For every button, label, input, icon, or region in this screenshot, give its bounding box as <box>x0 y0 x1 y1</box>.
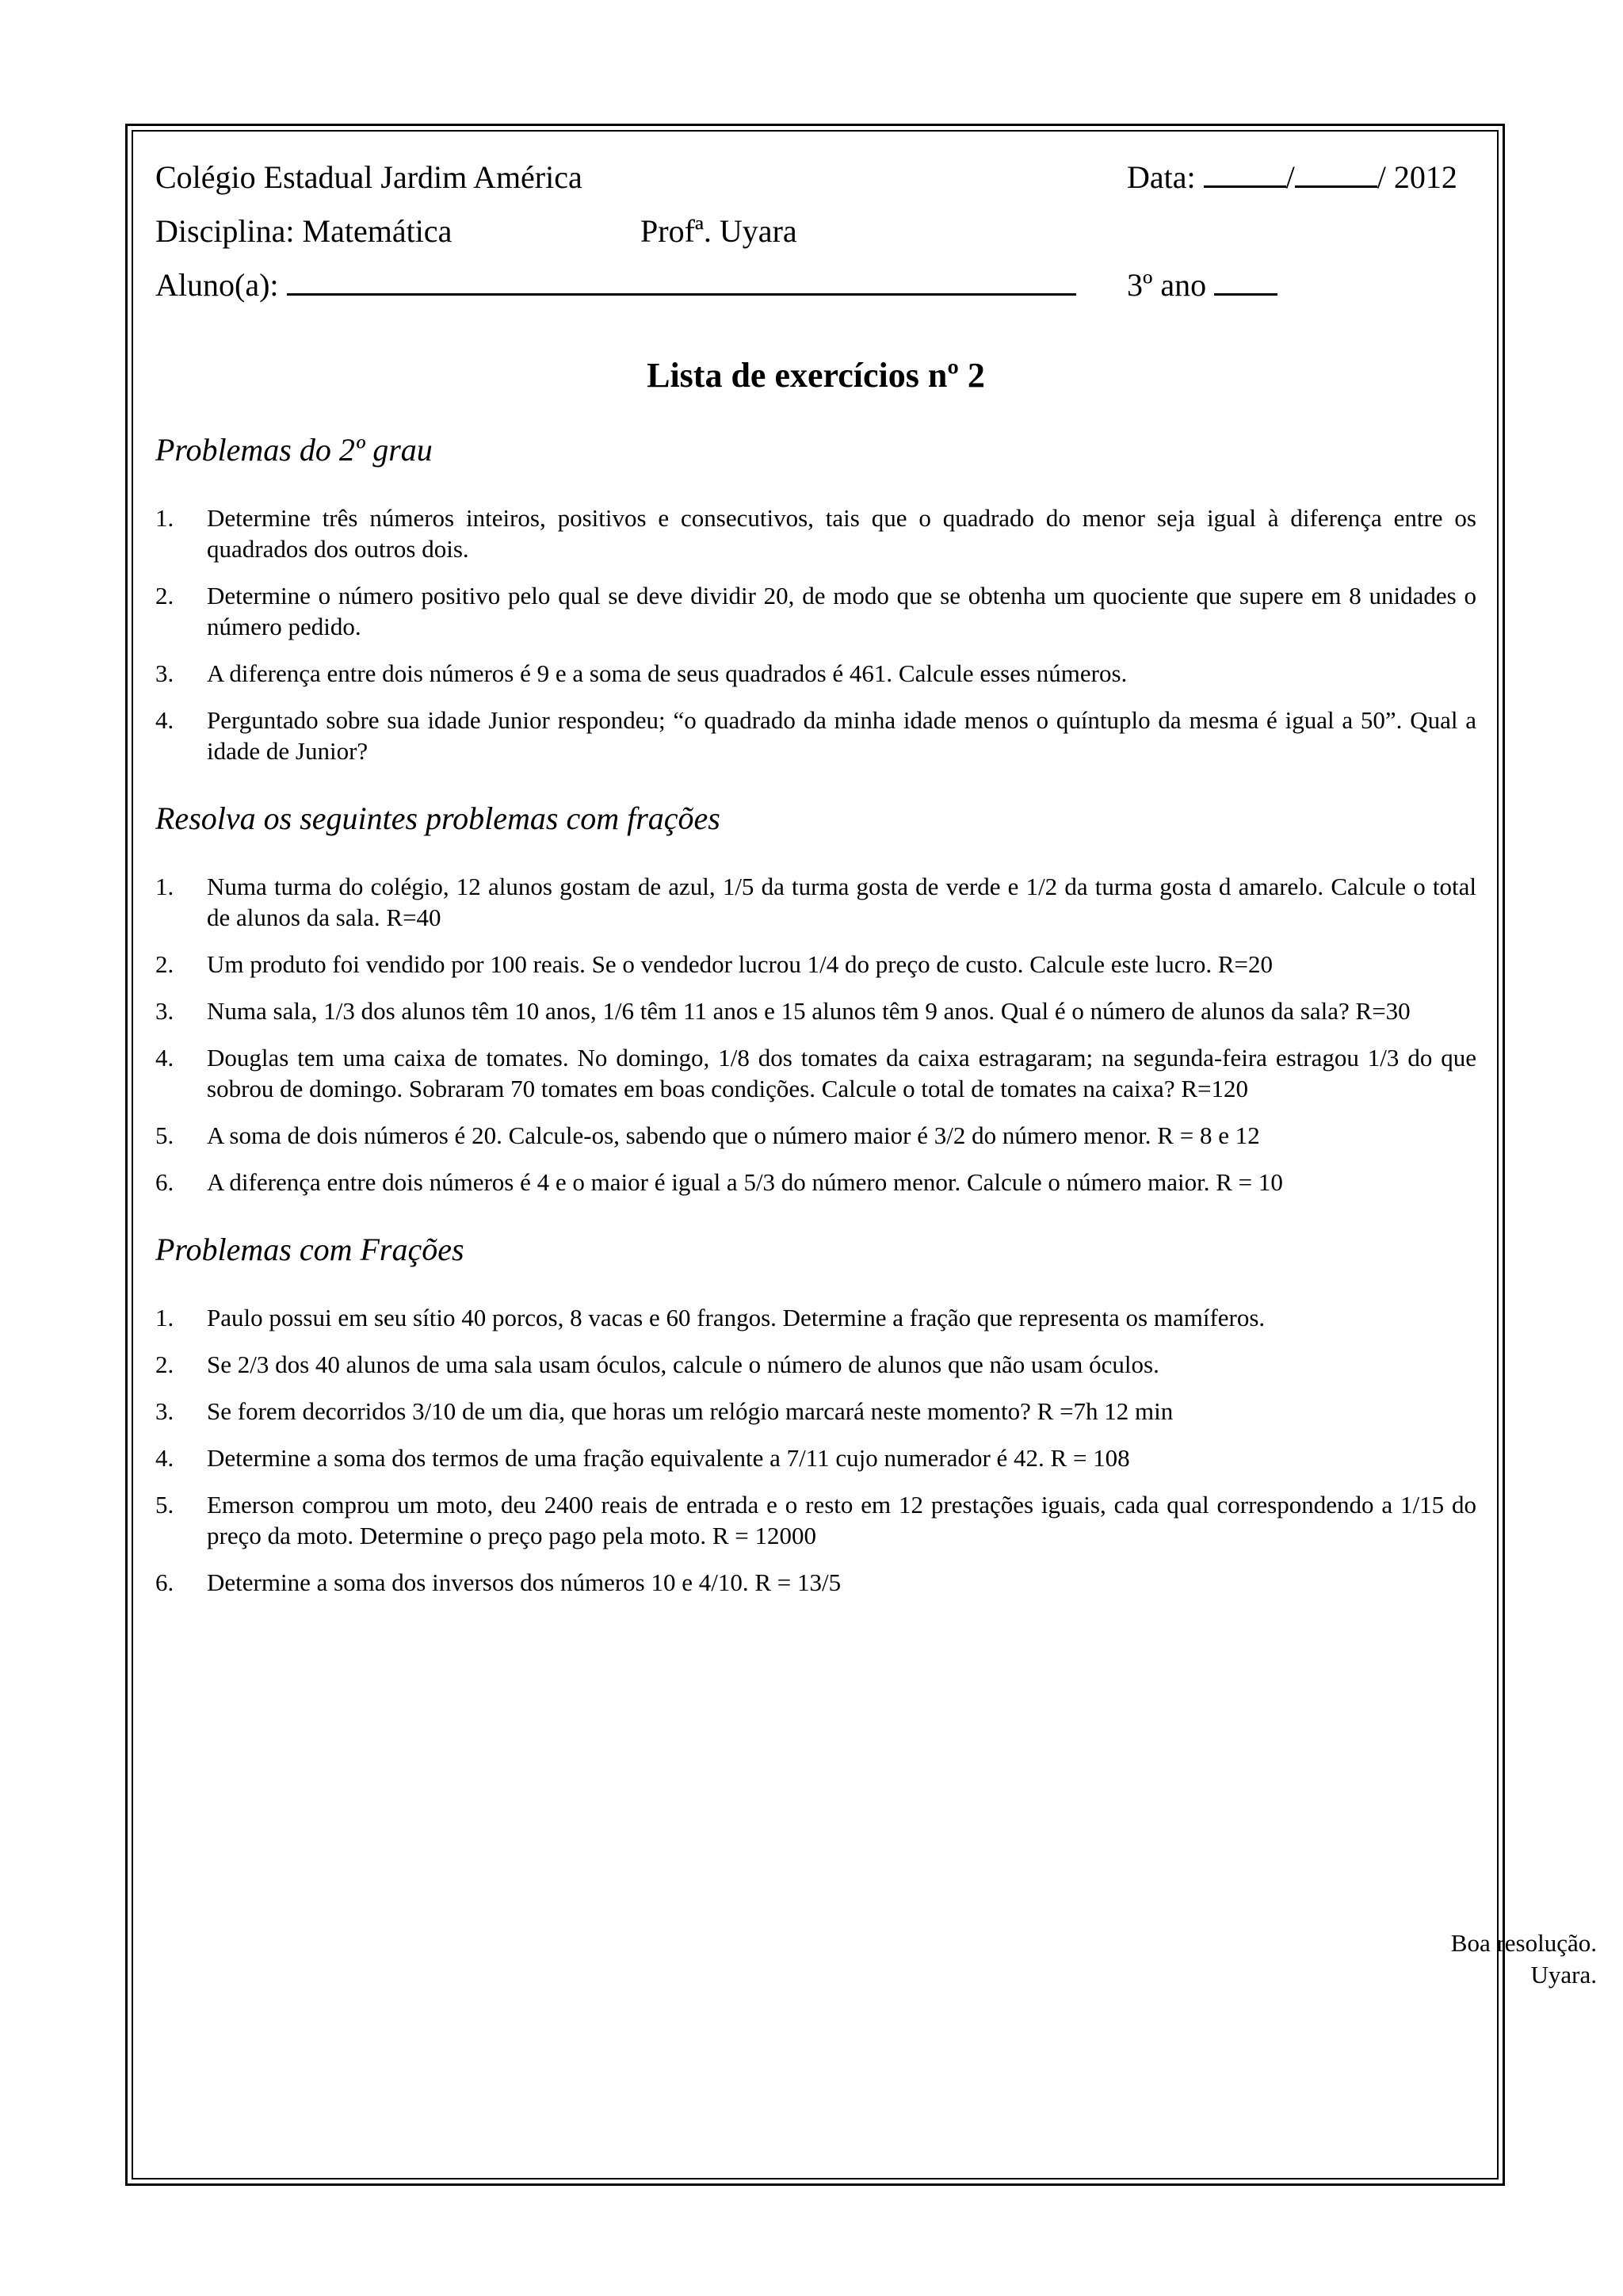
grade-label: 3º ano <box>1127 267 1207 303</box>
exercise-list-fractions <box>155 1302 1476 1598</box>
exercise-text: Um produto foi vendido por 100 reais. Se o vendedor lucrou 1/4 do preço de custo. Calcule este lucro. R=20 <box>207 950 1274 978</box>
header-row-school <box>155 151 1476 204</box>
subject-label: Disciplina: Matemática <box>155 213 453 249</box>
worksheet-content <box>155 151 1476 1614</box>
exercise-item <box>155 1567 1476 1598</box>
grade-class-blank <box>1214 262 1277 296</box>
exercise-text: Emerson comprou um moto, deu 2400 reais de entrada e o resto em 12 prestações iguais, cada qual correspondendo a 1/15 do preço da moto. Determine o preço pago pela moto. R = 12000 <box>207 1491 1476 1549</box>
date-label: Data: <box>1127 159 1196 195</box>
exercise-item <box>155 1396 1476 1427</box>
exercise-text: Se 2/3 dos 40 alunos de uma sala usam óculos, calcule o número de alunos que não usam óculos. <box>207 1350 1159 1378</box>
exercise-number: 1. <box>155 504 174 532</box>
closing-greeting: Boa resolução. <box>1450 1929 1597 1957</box>
exercise-text: Numa sala, 1/3 dos alunos têm 10 anos, 1/6 têm 11 anos e 15 alunos têm 9 anos. Qual é o número de alunos da sala? R=30 <box>207 997 1411 1025</box>
exercise-text: A diferença entre dois números é 4 e o maior é igual a 5/3 do número menor. Calcule o número maior. R = 10 <box>207 1168 1283 1196</box>
student-label: Aluno(a): <box>155 267 279 303</box>
school-name: Colégio Estadual Jardim América <box>155 159 582 195</box>
closing-signature <box>1451 1927 1597 1991</box>
exercise-number: 5. <box>155 1121 174 1149</box>
exercise-item <box>155 1349 1476 1380</box>
exercise-number: 4. <box>155 706 174 734</box>
exercise-number: 3. <box>155 1397 174 1425</box>
header-row-student <box>155 258 1476 312</box>
teacher-name: Profª. Uyara <box>640 213 797 249</box>
worksheet-title: Lista de exercícios nº 2 <box>647 356 985 395</box>
exercise-number: 2. <box>155 950 174 978</box>
exercise-number: 3. <box>155 659 174 687</box>
date-field <box>1127 151 1457 204</box>
section-title-second-degree: Problemas do 2º grau <box>155 432 433 468</box>
exercise-text: Se forem decorridos 3/10 de um dia, que horas um relógio marcará neste momento? R =7h 12 min <box>207 1397 1174 1425</box>
exercise-item <box>155 502 1476 564</box>
exercise-item <box>155 949 1476 980</box>
section-title-fraction-problems: Resolva os seguintes problemas com frações <box>155 800 720 836</box>
exercise-number: 1. <box>155 1304 174 1331</box>
exercise-number: 6. <box>155 1568 174 1596</box>
student-name-blank <box>287 262 1076 296</box>
exercise-text: A diferença entre dois números é 9 e a soma de seus quadrados é 461. Calcule esses números. <box>207 659 1128 687</box>
exercise-item <box>155 995 1476 1026</box>
exercise-item <box>155 1489 1476 1551</box>
exercise-text: Perguntado sobre sua idade Junior respondeu; “o quadrado da minha idade menos o quíntuplo da mesma é igual a 50”. Qual a idade de Junior? <box>207 706 1476 765</box>
section-title-fractions: Problemas com Frações <box>155 1232 464 1267</box>
exercise-item <box>155 1042 1476 1104</box>
exercise-item <box>155 1442 1476 1473</box>
exercise-item <box>155 871 1476 933</box>
exercise-number: 1. <box>155 873 174 900</box>
date-month-blank <box>1295 154 1377 188</box>
date-day-blank <box>1204 154 1286 188</box>
exercise-item <box>155 705 1476 766</box>
exercise-text: Paulo possui em seu sítio 40 porcos, 8 vacas e 60 frangos. Determine a fração que representa os mamíferos. <box>207 1304 1266 1331</box>
exercise-text: A soma de dois números é 20. Calcule-os, sabendo que o número maior é 3/2 do número menor. R = 8 e 12 <box>207 1121 1260 1149</box>
exercise-item <box>155 1302 1476 1333</box>
date-separator-2: / <box>1377 159 1386 195</box>
exercise-number: 5. <box>155 1491 174 1519</box>
exercise-text: Numa turma do colégio, 12 alunos gostam de azul, 1/5 da turma gosta de verde e 1/2 da turma gosta d amarelo. Calcule o total de alunos da sala. R=40 <box>207 873 1476 931</box>
exercise-item <box>155 1120 1476 1151</box>
header-row-subject <box>155 204 1476 258</box>
date-year: 2012 <box>1393 159 1457 195</box>
exercise-text: Determine três números inteiros, positivos e consecutivos, tais que o quadrado do menor seja igual à diferença entre os quadrados dos outros dois. <box>207 504 1476 563</box>
exercise-item <box>155 1167 1476 1198</box>
exercise-item <box>155 658 1476 689</box>
exercise-number: 2. <box>155 582 174 609</box>
exercise-number: 4. <box>155 1044 174 1072</box>
exercise-number: 6. <box>155 1168 174 1196</box>
exercise-list-second-degree <box>155 502 1476 766</box>
exercise-text: Determine a soma dos inversos dos números 10 e 4/10. R = 13/5 <box>207 1568 842 1596</box>
exercise-text: Determine o número positivo pelo qual se deve dividir 20, de modo que se obtenha um quociente que supere em 8 unidades o número pedido. <box>207 582 1476 640</box>
exercise-text: Determine a soma dos termos de uma fração equivalente a 7/11 cujo numerador é 42. R = 108 <box>207 1444 1130 1472</box>
closing-signature-name: Uyara. <box>1530 1961 1597 1988</box>
exercise-number: 2. <box>155 1350 174 1378</box>
exercise-list-fraction-problems <box>155 871 1476 1198</box>
exercise-item <box>155 580 1476 642</box>
exercise-number: 3. <box>155 997 174 1025</box>
grade-field <box>1127 258 1277 312</box>
exercise-number: 4. <box>155 1444 174 1472</box>
exercise-text: Douglas tem uma caixa de tomates. No domingo, 1/8 dos tomates da caixa estragaram; na segunda-feira estragou 1/3 do que sobrou de domingo. Sobraram 70 tomates em boas condições. Calcule o total de tomates na caixa? R=120 <box>207 1044 1476 1102</box>
date-separator-1: / <box>1285 159 1295 195</box>
